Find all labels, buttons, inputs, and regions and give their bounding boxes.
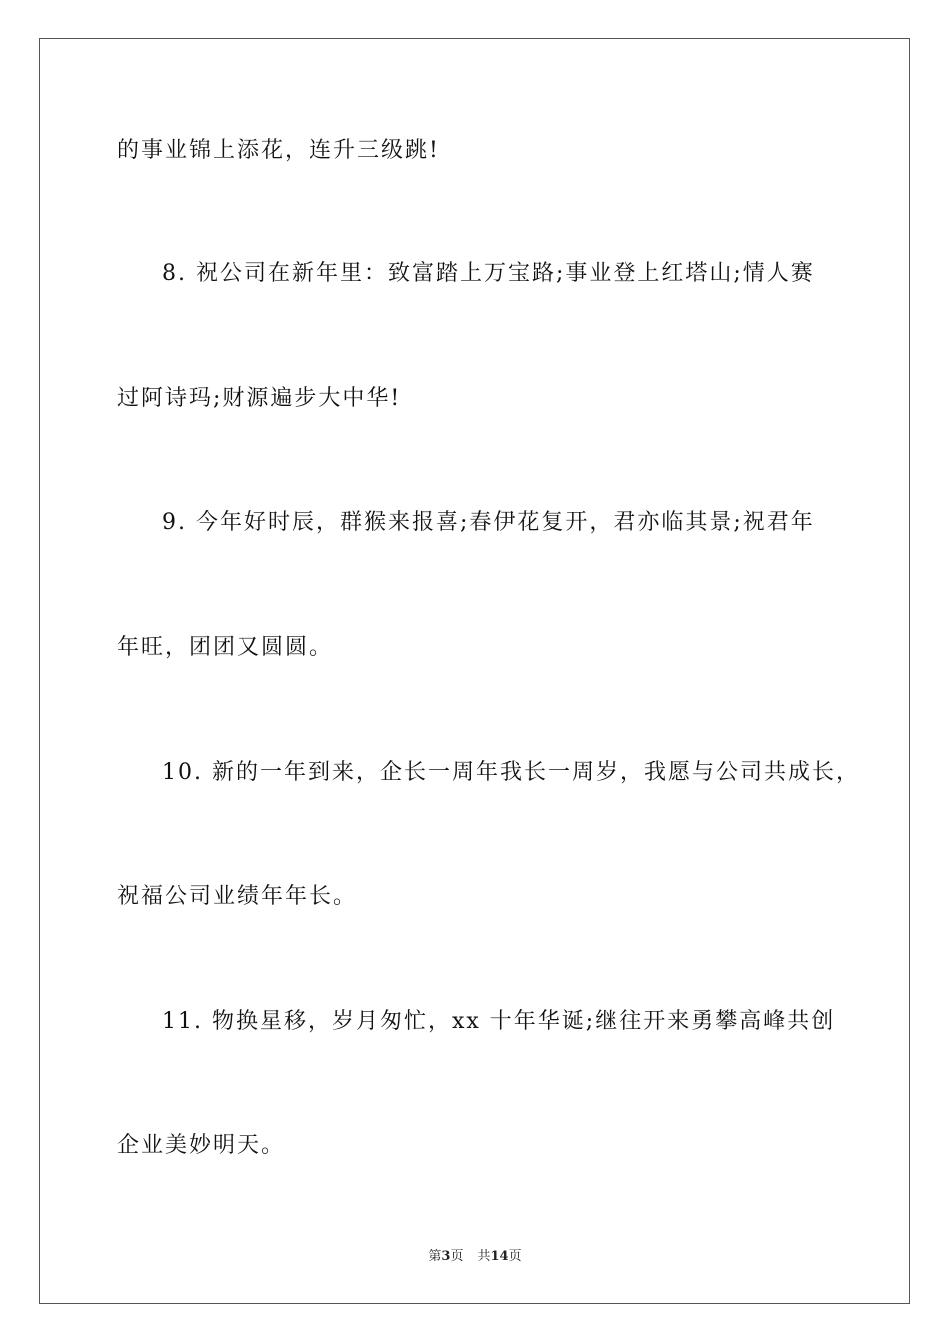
total-prefix: 共 [477,1249,491,1264]
text-line: 9. 今年好时辰，群猴来报喜;春伊花复开，君亦临其景;祝君年 [162,510,815,535]
text-line: 10. 新的一年到来，企长一周年我长一周岁，我愿与公司共成长， [162,760,860,785]
text-line: 年旺，团团又圆圆。 [117,635,334,660]
text-line: 过阿诗玛;财源遍步大中华! [117,386,402,411]
page-prefix: 第 [428,1249,442,1264]
text-line: 11. 物换星移，岁月匆忙，xx 十年华诞;继往开来勇攀高峰共创 [162,1009,836,1034]
total-pages: 14 [490,1249,509,1264]
page-border [39,38,910,1304]
text-line: 8. 祝公司在新年里：致富踏上万宝路;事业登上红塔山;情人赛 [162,261,815,286]
text-line: 祝福公司业绩年年长。 [117,884,358,909]
text-line: 企业美妙明天。 [117,1133,286,1158]
page-suffix: 页 [450,1249,464,1264]
text-line: 的事业锦上添花，连升三级跳! [117,138,440,163]
total-suffix: 页 [508,1249,522,1264]
page-footer [0,1248,950,1266]
page-current: 3 [441,1249,451,1264]
